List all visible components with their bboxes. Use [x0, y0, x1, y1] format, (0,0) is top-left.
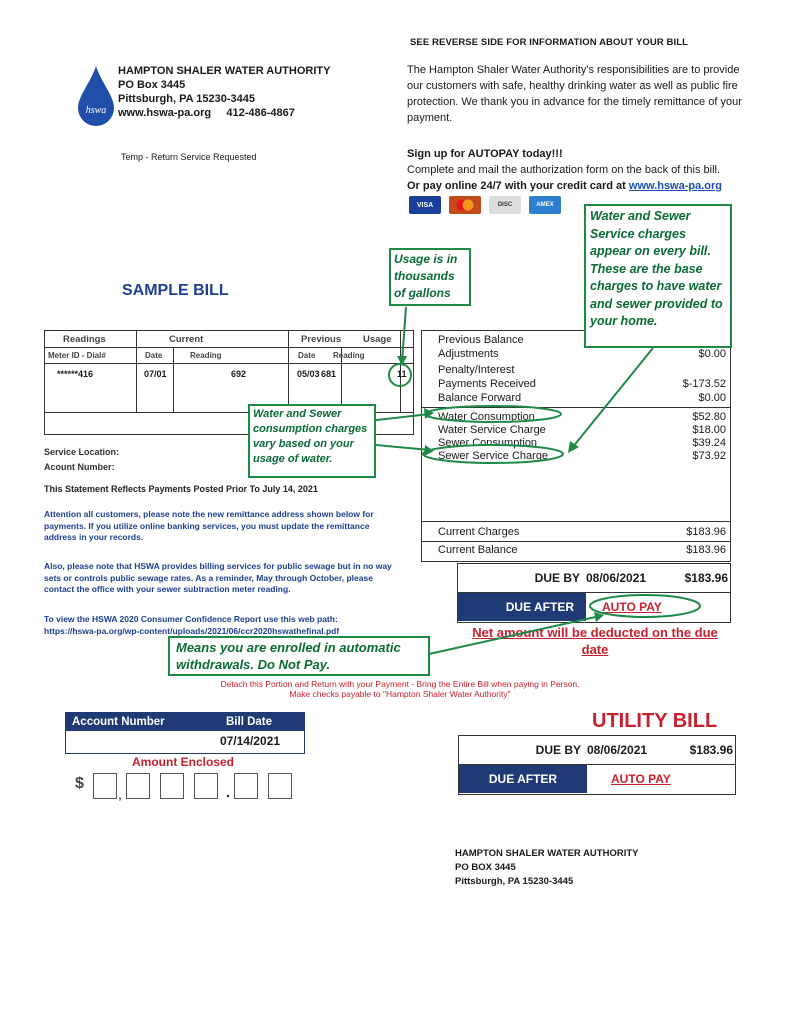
autopay-title: Sign up for AUTOPAY today!!! — [407, 148, 563, 160]
previous-header: Previous — [301, 334, 342, 345]
account-number-header: Account Number — [72, 716, 165, 728]
return-service-note: Temp - Return Service Requested — [121, 152, 257, 162]
charge-row-water-consumption: Water Consumption $52.80 — [438, 411, 726, 423]
amex-card-icon: AMEX — [529, 196, 561, 214]
responsibilities-text: The Hampton Shaler Water Authority's responsibilities are to provide our customers with safe, healthy drinking water as well as public fire protection. We thank you in advance for the timely remittance of your payment. — [407, 64, 742, 124]
auto-pay-value: AUTO PAY — [602, 600, 662, 614]
remit-po-box: PO BOX 3445 — [455, 862, 516, 873]
due-after-label: DUE AFTER — [458, 593, 586, 621]
charge-row-water-service: Water Service Charge $18.00 — [438, 424, 726, 436]
bill-date-value: 07/14/2021 — [219, 734, 280, 748]
current-reading: 692 — [231, 369, 247, 379]
readings-header: Readings — [63, 334, 106, 345]
comma-separator: , — [118, 786, 122, 802]
autopay-link[interactable]: www.hswa-pa.org — [628, 180, 723, 192]
prev-reading-subheader: Reading — [333, 351, 365, 360]
decimal-separator: . — [226, 784, 230, 800]
remit-org-name: HAMPTON SHALER WATER AUTHORITY — [455, 848, 639, 859]
dollar-sign: $ — [75, 775, 84, 792]
annotation-consumption: Water and Sewer consumption charges vary based on your usage of water. — [248, 404, 376, 478]
annotation-usage: Usage is in thousands of gallons — [389, 248, 471, 306]
ccr-intro: To view the HSWA 2020 Consumer Confidence Report use this web path: — [44, 614, 338, 624]
due-amount: $183.96 — [684, 571, 728, 585]
current-date: 07/01 — [144, 369, 167, 379]
phone: 412-486-4867 — [226, 107, 295, 119]
usage-arrow — [402, 307, 406, 362]
current-header: Current — [169, 334, 204, 345]
consumption-arrow-1 — [376, 414, 430, 420]
usage-value: 11 — [397, 369, 407, 379]
current-charges-row: Current Charges $183.96 — [438, 526, 726, 538]
remit-auto-pay-value: AUTO PAY — [611, 772, 671, 786]
charge-row-sewer-consumption: Sewer Consumption $39.24 — [438, 437, 726, 449]
base-charge-arrow — [572, 348, 653, 448]
due-date: 08/06/2021 — [586, 571, 647, 585]
city: Pittsburgh, PA 15230-3445 — [118, 93, 255, 105]
usage-header: Usage — [363, 334, 392, 345]
cur-reading-subheader: Reading — [190, 351, 222, 360]
visa-card-icon: VISA — [409, 196, 441, 214]
charge-row-balance-forward: Balance Forward $0.00 — [438, 392, 726, 404]
attention-note: Attention all customers, please note the new remittance address shown below for payments. If you utilize online banking services, you must update the remittance address in your records. — [44, 509, 374, 542]
remit-city: Pittsburgh, PA 15230-3445 — [455, 876, 574, 887]
cur-date-subheader: Date — [145, 351, 163, 360]
consumption-arrow-2 — [376, 445, 430, 450]
autopay-arrow — [420, 616, 600, 656]
current-balance-row: Current Balance $183.96 — [438, 544, 726, 556]
charge-row-sewer-service: Sewer Service Charge $73.92 — [438, 450, 726, 462]
meter-id: ******416 — [57, 369, 94, 379]
amount-enclosed-label: Amount Enclosed — [132, 755, 235, 769]
net-amount-note: Net amount will be deducted on the due date — [472, 625, 718, 657]
discover-card-icon: DISC — [489, 196, 521, 214]
sample-bill-title: SAMPLE BILL — [122, 282, 229, 299]
account-number-label: Acount Number: — [44, 462, 115, 472]
charge-row-previous-balance: Previous Balance — [438, 334, 524, 346]
charge-row-penalty: Penalty/Interest — [438, 364, 515, 376]
remit-due-by-label: DUE BY — [535, 743, 581, 757]
previous-reading: 681 — [321, 369, 337, 379]
annotation-autopay: Means you are enrolled in automatic withdrawals. Do Not Pay. — [168, 636, 430, 676]
meter-subheader: Meter ID - Dial# — [48, 351, 106, 360]
previous-date: 05/03 — [297, 369, 320, 379]
payable-line: Make checks payable to "Hampton Shaler Water Authority" — [289, 689, 511, 699]
remit-due-after-label: DUE AFTER — [459, 765, 587, 793]
bill-date-header: Bill Date — [226, 716, 273, 728]
charge-row-adjustments: Adjustments $0.00 — [438, 348, 726, 360]
sewage-note: Also, please note that HSWA provides billing services for public sewage but in no way sets or controls public sewage rates. As a reminder, May through October, please contact the office with your sewer subtraction meter reading. — [44, 561, 392, 594]
reverse-side-note: SEE REVERSE SIDE FOR INFORMATION ABOUT YOUR BILL — [410, 37, 689, 48]
usage-circle — [389, 364, 411, 386]
auto-pay-circle — [590, 595, 700, 617]
detach-line: Detach this Portion and Return with your Payment - Bring the Entire Bill when paying in Person. — [220, 679, 580, 689]
prev-date-subheader: Date — [298, 351, 316, 360]
logo-text: hswa — [85, 105, 107, 116]
statement-note: This Statement Reflects Payments Posted Prior To July 14, 2021 — [44, 484, 318, 494]
autopay-online-text: Or pay online 24/7 with your credit card at — [407, 180, 629, 192]
annotation-base-charges: Water and Sewer Service charges appear on every bill. These are the base charges to have water and sewer provided to your home. — [584, 204, 732, 348]
po-box: PO Box 3445 — [118, 79, 186, 91]
charge-row-payments: Payments Received $-173.52 — [438, 378, 726, 390]
org-name: HAMPTON SHALER WATER AUTHORITY — [118, 65, 331, 77]
ccr-link[interactable]: https://hswa-pa.org/wp-content/uploads/2021/06/ccr2020hswathefinal.pdf — [44, 626, 340, 636]
autopay-instructions: Complete and mail the authorization form on the back of this bill. — [407, 164, 721, 176]
service-location-label: Service Location: — [44, 447, 120, 457]
website[interactable]: www.hswa-pa.org — [118, 107, 212, 119]
remit-due-date: 08/06/2021 — [587, 743, 648, 757]
remit-due-amount: $183.96 — [689, 743, 733, 757]
water-consumption-circle — [425, 406, 561, 422]
due-by-label: DUE BY — [534, 571, 580, 585]
utility-bill-title: UTILITY BILL — [592, 710, 718, 732]
sewer-service-circle — [423, 445, 563, 463]
